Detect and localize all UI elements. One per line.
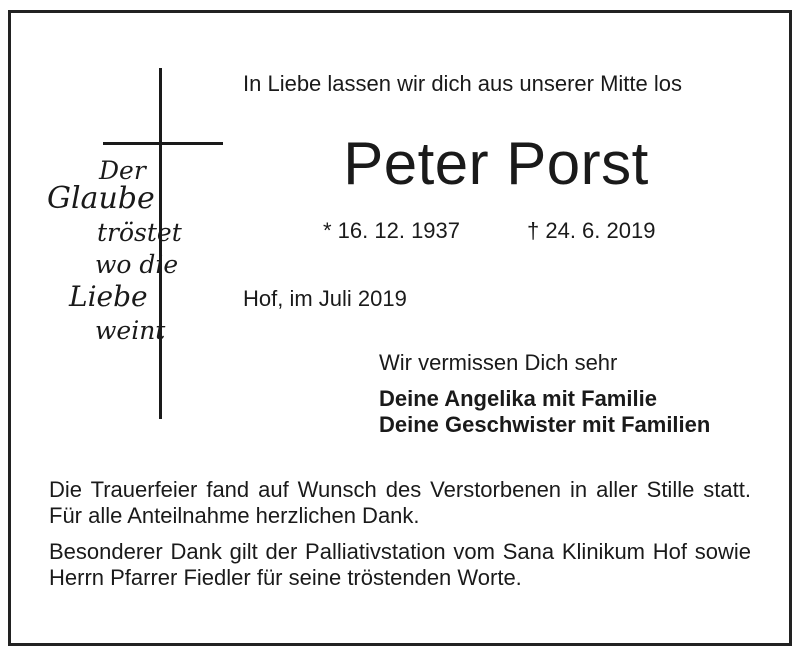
motto-line-3: tröstet [97,218,182,247]
funeral-note: Die Trauerfeier fand auf Wunsch des Verstorbenen in aller Stille statt. Für alle Anteilnahme herzlichen Dank. [49,477,751,528]
handwritten-motto [39,155,182,403]
motto-line-5: Liebe [69,280,148,313]
motto-line-2: Glaube [47,181,155,216]
thanks-note: Besonderer Dank gilt der Palliativstation vom Sana Klinikum Hof sowie Herrn Pfarrer Fiedler für seine tröstenden Worte. [49,539,751,590]
death-date: † 24. 6. 2019 [527,218,656,243]
birth-date: * 16. 12. 1937 [323,218,461,243]
place-date: Hof, im Juli 2019 [243,286,407,311]
miss-text: Wir vermissen Dich sehr [379,350,618,375]
mourner-line-1: Deine Angelika mit Familie [379,386,657,411]
motto-line-1: Der [99,156,146,185]
mourner-line-2: Deine Geschwister mit Familien [379,412,711,437]
cross-horizontal-bar [103,142,223,145]
intro-text: In Liebe lassen wir dich aus unserer Mitte los [243,71,682,96]
deceased-name: Peter Porst [343,130,649,197]
motto-line-6: weint [95,316,166,345]
motto-line-4: wo die [95,250,179,279]
obituary-notice [8,10,792,646]
